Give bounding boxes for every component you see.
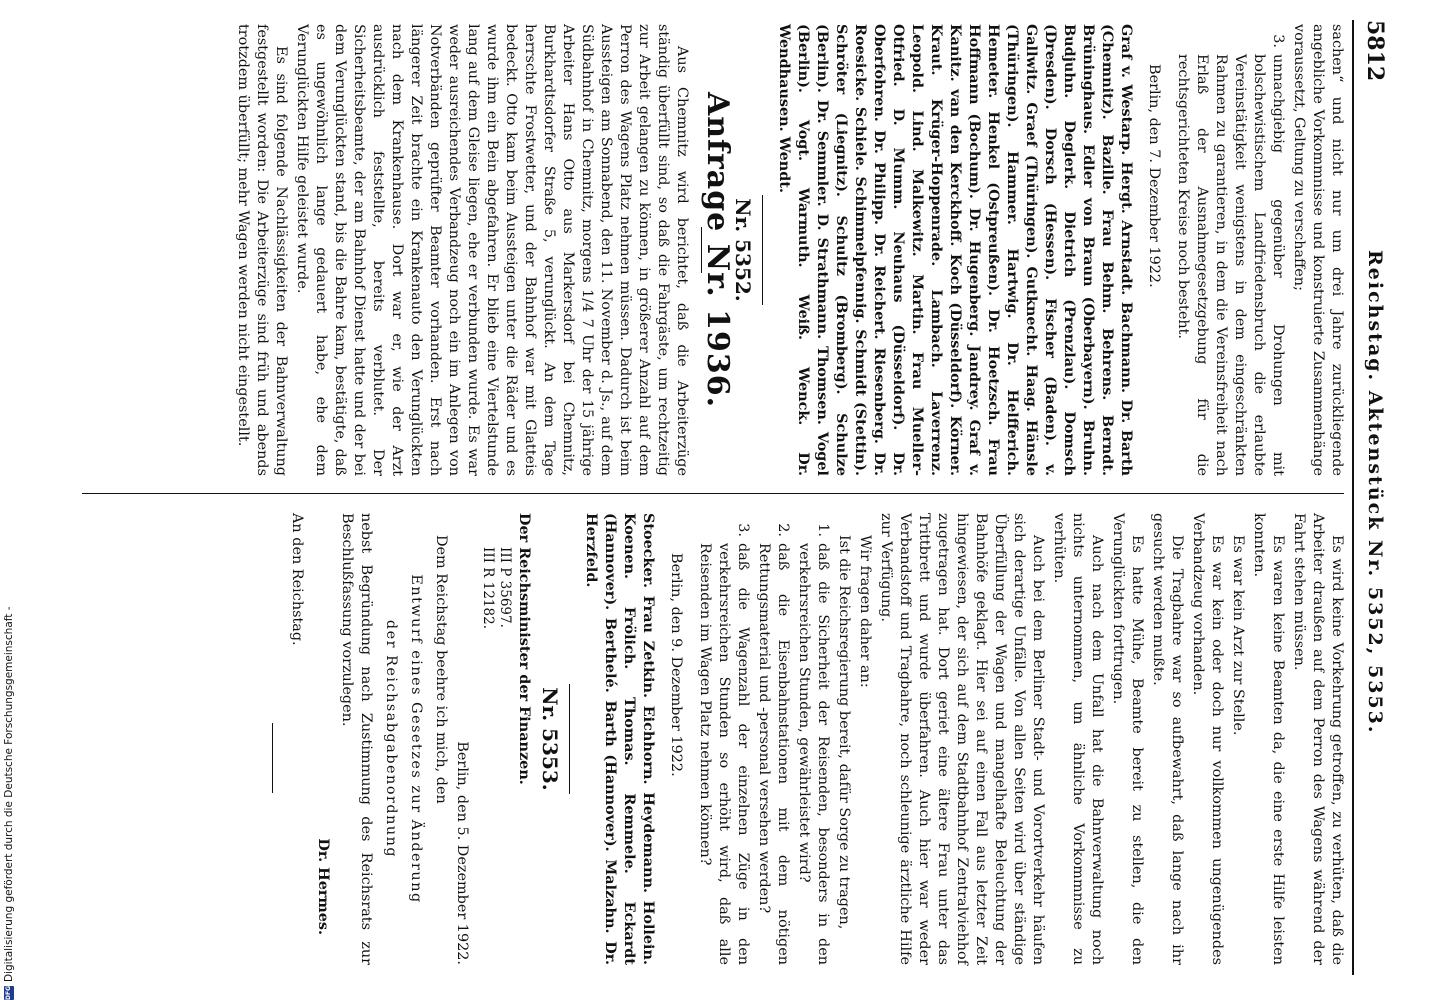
question-intro: Ist die Reichsregierung bereit, dafür Sorge zu tragen, bbox=[836, 535, 852, 930]
question-text: daß die Wagenzahl der einzelnen Züge in den verkehrsreichen Stunden so erhöht wird, daß alle Reisenden im Wagen Platz nehmen können? bbox=[697, 543, 751, 965]
right-column bbox=[260, 513, 1346, 965]
question-text: daß die Sicherheit der Reisenden, besonders in den verkehrsreichen Stunden, gewährleistet wird? bbox=[796, 543, 831, 965]
document-number-heading: Nr. 5352. bbox=[731, 198, 755, 302]
body-paragraph: Es hatte Mühe, Beamte bereit zu stellen, die den Verunglückten forttrugen. bbox=[1110, 513, 1145, 965]
footer-text: Digitalisierung gefördert durch die Deutsche Forschungsgemeinschaft - bbox=[3, 606, 15, 982]
question-item bbox=[754, 513, 792, 965]
body-paragraph: Es waren keine Beamten da, die eine erste Hilfe leisten konnten. bbox=[1251, 513, 1286, 965]
dfg-logo-icon: DFG bbox=[5, 985, 12, 1000]
question-text: daß die Eisenbahnstationen mit dem nötigen Rettungsmaterial und -personal versehen werden? bbox=[756, 543, 791, 965]
body-paragraph: Wir fragen daher an: bbox=[857, 535, 873, 688]
question-number: 1. bbox=[815, 523, 831, 537]
list-item bbox=[1173, 24, 1287, 476]
body-paragraph: Es sind folgende Nachlässigkeiten der Bahnverwaltung festgestellt worden: Die Arbeiterzüge sind früh und abends trotzdem überfüllt; mehr Wagen werden nicht eingestellt. bbox=[235, 24, 289, 476]
date-line: Berlin, den 5. Dezember 1922. bbox=[454, 741, 470, 965]
minister-heading: Der Reichsminister der Finanzen. bbox=[516, 513, 533, 785]
body-paragraph: Die Tragbahre war so aufbewahrt, daß lange nach ihr gesucht werden mußte. bbox=[1150, 513, 1185, 965]
body-paragraph: Es war kein oder doch nur vollkommen ungenügendes Verbandzeug vorhanden. bbox=[1190, 513, 1225, 965]
continued-paragraph: sachen“ und nicht nur um drei Jahre zurückliegende angebliche Vorkommnisse und konstruierte Zusammenhänge voraussetzt, Geltung zu verschaffen; bbox=[1291, 24, 1345, 476]
signatories: Graf v. Westarp. Hergt. Arnstadt. Bachmann. Dr. Barth (Chemnitz). Bazille. Frau Behm. Behrens. Berndt. Brüninghaus. Edler von Braun (Oberbayern). Bruhn. Budjuhn. Deglerk. Dietrich (Prenzlau). Domsch (Dresden). Dorsch (Hessen). Fischer (Baden). v. Gallwitz. Graef (Thüringen). Gutknecht. Haag. Hänsle (Thüringen). Hammer. Hartwig. Dr. Helfferich. Hemeter. Henkel (Ostpreußen). Dr. Hoetzsch. Frau Hoffmann (Bochum). Dr. Hugenberg. Jandrey. Graf v. Kanitz. van den Kerckhoff. Koch (Düsseldorf). Körner. Kraut. Krüger-Hoppenrade. Lambach. Laverrenz. Leopold. Lind. Malkewitz. Martin. Frau Mueller-Otfried. D. Mumm. Neuhaus (Düsseldorf). Dr. Oberfohren. Dr. Philipp. Dr. Reichert. Riesenberg. Dr. Roesicke. Schiele. Schimmelpfennig. Schmidt (Stettin). Schröter (Liegnitz). Schultz (Bromberg). Schulze (Berlin). Dr. Semmler. D. Strathmann. Thomsen. Vogel (Berlin). Vogt. Warmuth. Weiß. Wenck. Dr. Wendhausen. Wendt. bbox=[776, 24, 1135, 476]
body-paragraph: Auch nach dem Unfall hat die Bahnverwaltung noch nichts unternommen, um ähnliche Vorkommnisse zu verhüten. bbox=[1051, 513, 1105, 965]
question-number: 3. bbox=[735, 523, 751, 537]
item-text: unnachgiebig gegenüber Drohungen mit bolschewistischem Landfriedensbruch die erlaubte Vereinstätigkeit wenigstens in dem eingeschränkten Rahmen zu garantieren, in dem die Vereinsfreiheit nach Erlaß der Ausnahmegesetzgebung für die rechtsgerichteten Kreise noch besteht. bbox=[1175, 54, 1286, 476]
column-divider bbox=[82, 493, 1344, 494]
addressee: An den Reichstag. bbox=[289, 513, 305, 646]
body-paragraph: Es war kein Arzt zur Stelle. bbox=[1230, 535, 1246, 736]
section-rule bbox=[569, 684, 570, 794]
bill-title: der Reichsabgabenordnung bbox=[383, 619, 399, 859]
letter-intro: Dem Reichstag beehre ich mich, den bbox=[433, 535, 449, 804]
digitization-footer bbox=[3, 606, 15, 1000]
bill-title: Entwurf eines Gesetzes zur Änderung bbox=[408, 574, 424, 904]
date-line: Berlin, den 7. Dezember 1922. bbox=[1146, 64, 1162, 288]
item-number: 3. bbox=[1270, 34, 1286, 48]
question-item bbox=[695, 513, 752, 965]
signature: Dr. Hermes. bbox=[315, 838, 332, 935]
reference-number: III R 12182. bbox=[480, 547, 496, 629]
question-number: 2. bbox=[775, 523, 791, 537]
page-header bbox=[1352, 20, 1390, 975]
body-paragraph: Aus Chemnitz wird berichtet, daß die Arbeiterzüge ständig überfüllt sind, so daß die Fahrgäste, um rechtzeitig zur Arbeit gelangen zu können, in größerer Anzahl auf dem Perron des Wagens Platz nehmen müssen. Dadurch ist beim Aussteigen am Sonnabend, den 11. November d. Js., auf dem Südbahnhof in Chemnitz, morgens 1/4 7 Uhr der 15 jährige Arbeiter Hans Otto aus Markersdorf bei Chemnitz, Burkhardtsdorfer Straße 5, verunglückt. An dem Tage herrschte Frostwetter, und der Bahnhof war mit Glatteis bedeckt. Otto kam beim Aussteigen unter die Räder und es wurde ihm ein Bein abgefahren. Er blieb eine Viertelstunde lang auf dem Gleise liegen, ehe er verbunden wurde. Es war weder ausreichendes Verbandzeug noch ein im Anlegen von Notverbänden geprüfter Beamter vorhanden. Erst nach längerer Zeit brachte ein Krankenauto den Verunglückten nach dem Krankenhause. Dort war er, wie der Arzt ausdrücklich feststellte, bereits verblutet. Der Sicherheitsbeamte, der am Bahnhof Dienst hatte und der bei dem Verunglückten stand, bis die Bahre kam, bestätigte, daß es ungewöhnlich lange gedauert habe, ehe dem Verunglückten Hilfe geleistet wurde. bbox=[294, 24, 690, 476]
question-item bbox=[794, 513, 832, 965]
date-line: Berlin, den 9. Dezember 1922. bbox=[668, 553, 684, 777]
reference-numbers bbox=[479, 547, 513, 965]
signatories: Stoecker. Frau Zetkin. Eichhorn. Heydemann. Hollein. Koenen. Frölich. Thomas. Remmele. Eckardt (Hannover). Berthelé. Barth (Hannover). Malzahn. Dr. Herzfeld. bbox=[583, 513, 657, 965]
reference-number: III P 35697. bbox=[497, 547, 513, 628]
left-column bbox=[231, 24, 1346, 476]
end-rule bbox=[272, 723, 273, 793]
body-paragraph: Es wird keine Vorkehrung getroffen, zu verhüten, daß die Arbeiter draußen auf dem Perron des Wagens während der Fahrt stehen müssen. bbox=[1291, 513, 1345, 965]
body-paragraph: Auch bei dem Berliner Stadt- und Vorortverkehr häufen sich derartige Unfälle. Von allen Seiten wird über ständige Überfüllung der Wagen und mangelhafte Beleuchtung der Bahnhöfe geklagt. Hier sei auf einen Fall aus letzter Zeit hingewiesen, der sich auf dem Stadtbahnhof Zentralviehhof zugetragen hat. Dort geriet eine ältere Frau unter das Trittbrett und wurde überfahren. Auch hier war weder Verbandstoff und Tragbahre, noch schleunige ärztliche Hilfe zur Verfügung. bbox=[878, 513, 1046, 965]
running-title: Reichstag. Aktenstück Nr. 5352, 5353. bbox=[1364, 250, 1386, 735]
letter-closing: nebst Begründung nach Zustimmung des Reichsrats zur Beschlußfassung vorzulegen. bbox=[339, 513, 374, 965]
inquiry-heading: Anfrage Nr. 1936. bbox=[700, 91, 735, 409]
page-number: 5812 bbox=[1362, 20, 1388, 82]
section-rule bbox=[762, 195, 763, 305]
document-number-heading: Nr. 5353. bbox=[538, 687, 562, 791]
